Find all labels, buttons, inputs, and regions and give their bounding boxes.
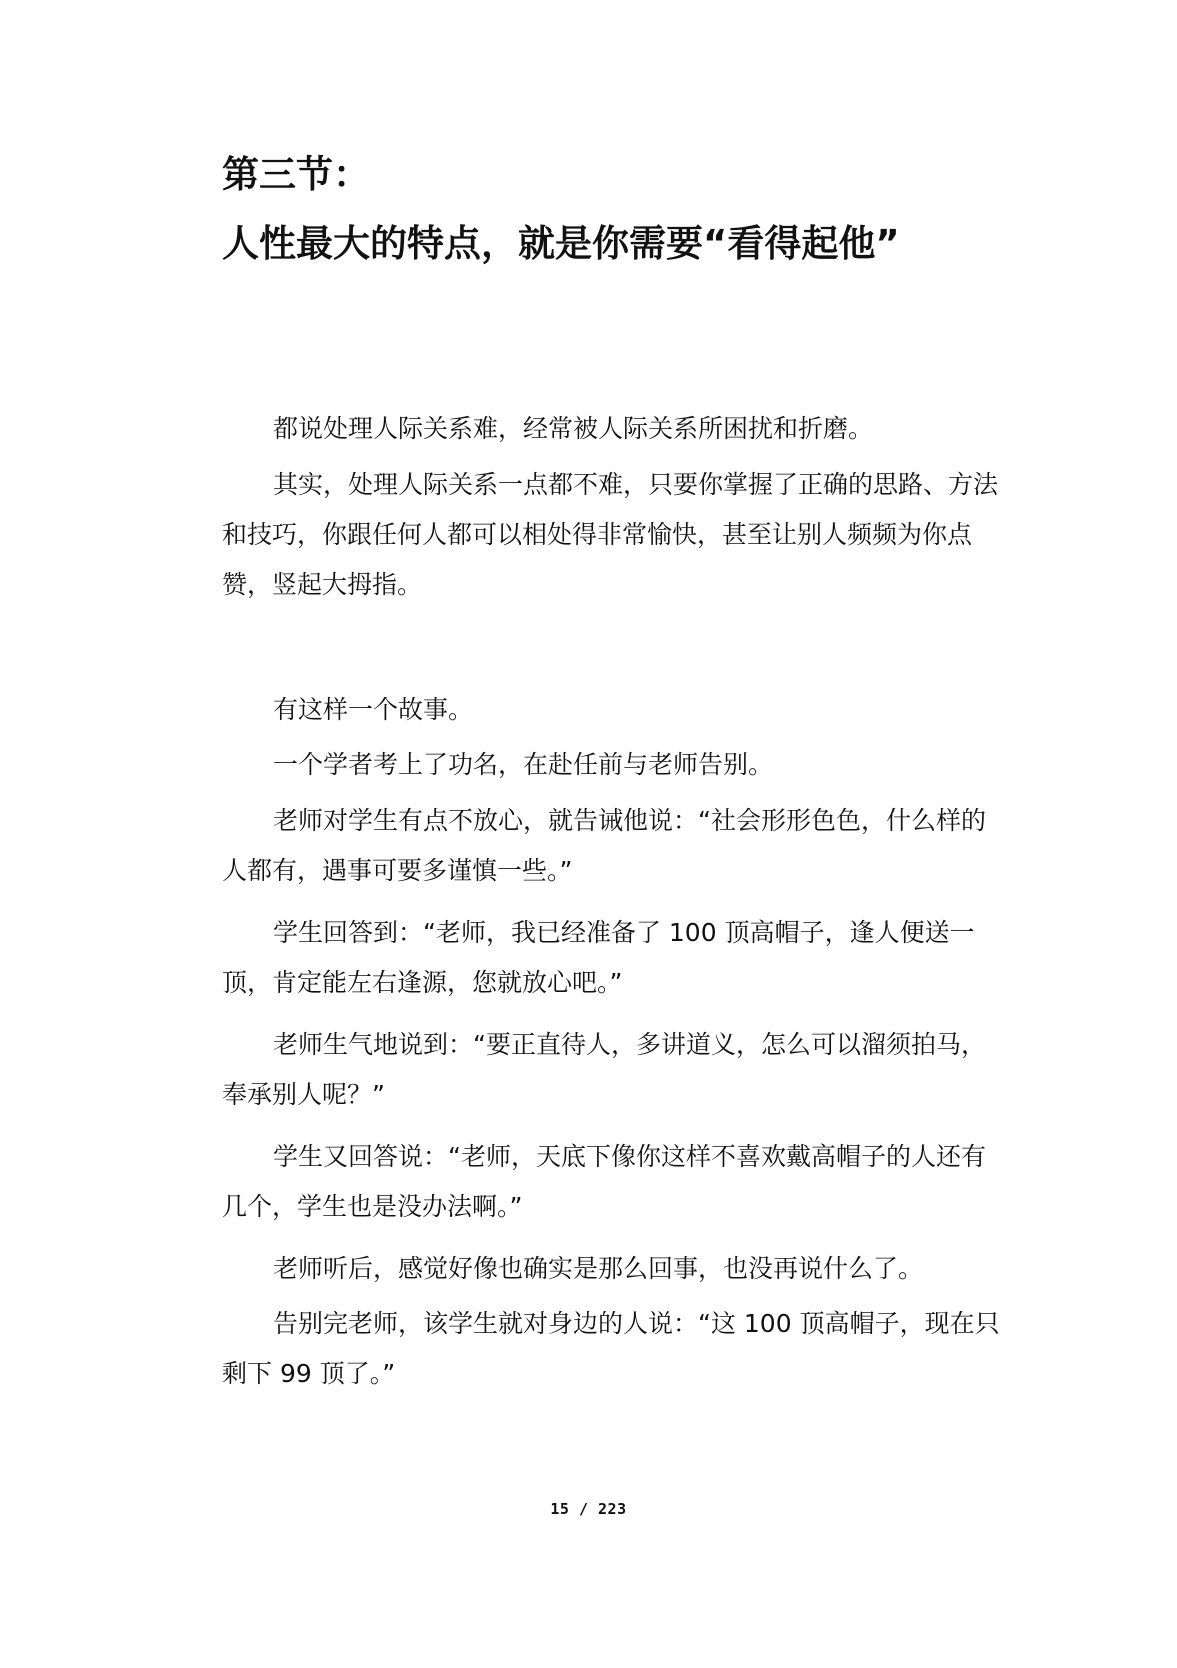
paragraph: 老师听后，感觉好像也确实是那么回事，也没再说什么了。 <box>273 1254 924 1283</box>
paragraph: 一个学者考上了功名，在赴任前与老师告别。 <box>273 750 774 779</box>
paragraph: 有这样一个故事。 <box>273 695 474 724</box>
paragraph: 学生又回答说：“老师，天底下像你这样不喜欢戴高帽子的人还有几个，学生也是没办法啊。” <box>222 1142 986 1221</box>
paragraph: 其实，处理人际关系一点都不难，只要你掌握了正确的思路、方法和技巧，你跟任何人都可以相处得非常愉快，甚至让别人频频为你点赞，竖起大拇指。 <box>222 470 999 599</box>
page-number: 15 / 223 <box>550 1500 627 1518</box>
section-number-heading: 第三节： <box>222 153 370 196</box>
section-title-heading: 人性最大的特点，就是你需要“看得起他” <box>222 222 900 265</box>
paragraph: 都说处理人际关系难，经常被人际关系所困扰和折磨。 <box>273 414 874 443</box>
paragraph: 老师对学生有点不放心，就告诫他说：“社会形形色色，什么样的人都有，遇事可要多谨慎一些。” <box>222 806 986 885</box>
paragraph: 学生回答到：“老师，我已经准备了 100 顶高帽子，逢人便送一顶，肯定能左右逢源，您就放心吧。” <box>222 918 975 997</box>
paragraph: 老师生气地说到：“要正直待人，多讲道义，怎么可以溜须拍马，奉承别人呢？” <box>222 1030 986 1109</box>
paragraph: 告别完老师，该学生就对身边的人说：“这 100 顶高帽子，现在只剩下 99 顶了。” <box>222 1309 1000 1388</box>
